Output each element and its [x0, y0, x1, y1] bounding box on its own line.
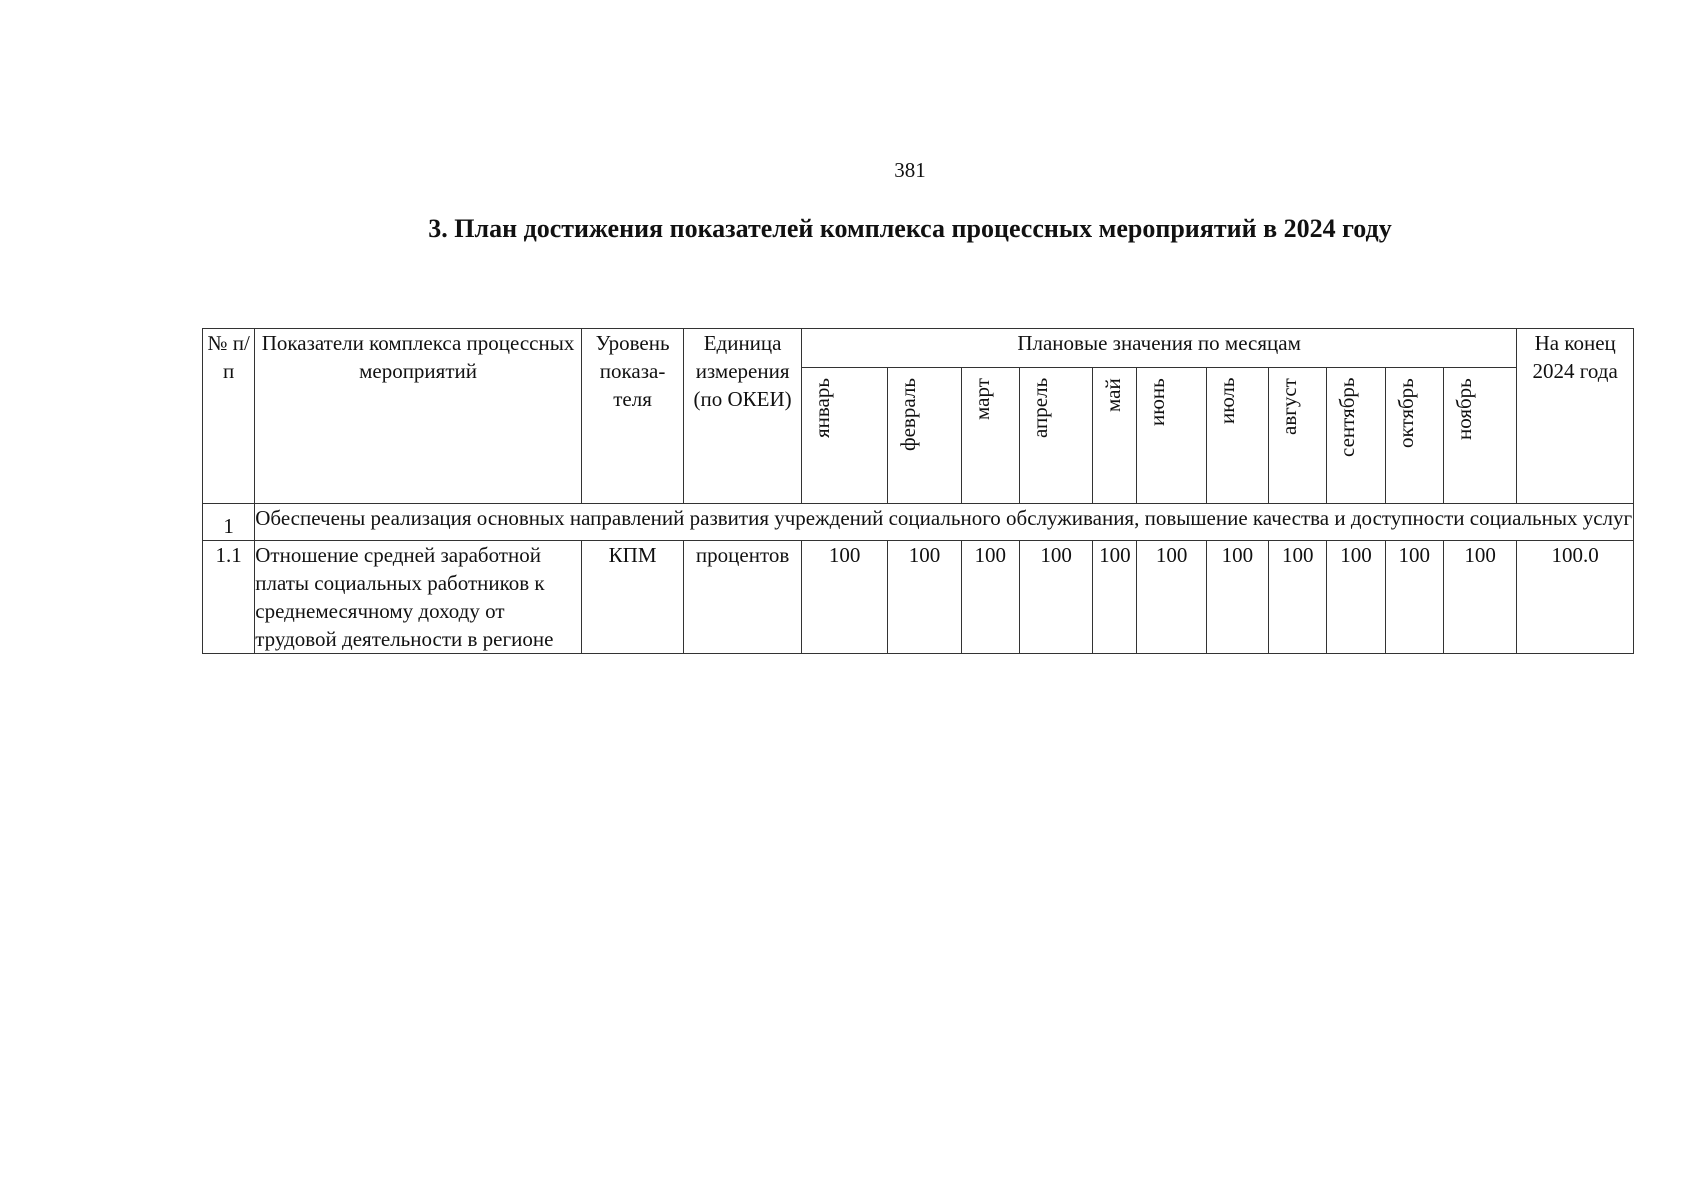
header-indicator: Показатели комплекса процессных мероприятий: [255, 329, 582, 504]
header-month-may: май: [1101, 378, 1126, 412]
row-value-jul: 100: [1206, 541, 1268, 654]
row-value-nov: 100: [1443, 541, 1516, 654]
indicator-plan-table: [202, 328, 1634, 654]
header-month-cell: [1443, 368, 1516, 504]
row-num: 1.1: [203, 541, 255, 654]
header-month-jul: июль: [1214, 378, 1239, 425]
header-month-jun: июнь: [1145, 378, 1170, 426]
table-row: [203, 541, 1634, 654]
header-month-mar: март: [969, 378, 994, 420]
header-month-cell: [1269, 368, 1327, 504]
page-number: 381: [894, 158, 926, 182]
row-value-may: 100: [1093, 541, 1137, 654]
row-value-sep: 100: [1327, 541, 1385, 654]
row-indicator-name: Отношение средней заработной платы социальных работников к среднемесячному доходу от трудовой деятельности в регионе: [255, 541, 582, 654]
row-unit: процентов: [684, 541, 802, 654]
header-month-sep: сентябрь: [1335, 378, 1360, 458]
row-value-aug: 100: [1269, 541, 1327, 654]
header-month-aug: август: [1277, 378, 1302, 435]
row-value-mar: 100: [961, 541, 1019, 654]
row-value-feb: 100: [888, 541, 961, 654]
header-month-cell: [1019, 368, 1092, 504]
row-value-jun: 100: [1137, 541, 1206, 654]
header-unit: Единица измерения (по ОКЕИ): [684, 329, 802, 504]
header-end-of-year: На конец 2024 года: [1517, 329, 1634, 504]
section-row: [203, 504, 1634, 541]
row-value-jan: 100: [801, 541, 887, 654]
header-row: [203, 329, 1634, 368]
row-value-apr: 100: [1019, 541, 1092, 654]
header-month-cell: [961, 368, 1019, 504]
header-month-oct: октябрь: [1393, 378, 1418, 448]
header-month-cell: [1137, 368, 1206, 504]
header-month-cell: [1206, 368, 1268, 504]
header-num: № п/п: [203, 329, 255, 504]
header-monthly-group: Плановые значения по месяцам: [801, 329, 1516, 368]
row-value-end-of-year: 100.0: [1517, 541, 1634, 654]
header-month-cell: [801, 368, 887, 504]
header-month-feb: февраль: [896, 378, 921, 451]
row-level: КПМ: [581, 541, 683, 654]
header-month-apr: апрель: [1027, 378, 1052, 439]
page-title: 3. План достижения показателей комплекса процессных мероприятий в 2024 году: [428, 214, 1392, 243]
header-month-jan: январь: [809, 378, 834, 438]
header-month-nov: ноябрь: [1451, 378, 1476, 440]
header-month-cell: [1385, 368, 1443, 504]
section-title: Обеспечены реализация основных направлений развития учреждений социального обслуживания, повышение качества и доступности социальных услуг: [255, 504, 1634, 541]
header-month-cell: [1093, 368, 1137, 504]
header-level: Уровень показа-теля: [581, 329, 683, 504]
section-num: 1: [203, 504, 255, 541]
row-value-oct: 100: [1385, 541, 1443, 654]
header-month-cell: [888, 368, 961, 504]
header-month-cell: [1327, 368, 1385, 504]
